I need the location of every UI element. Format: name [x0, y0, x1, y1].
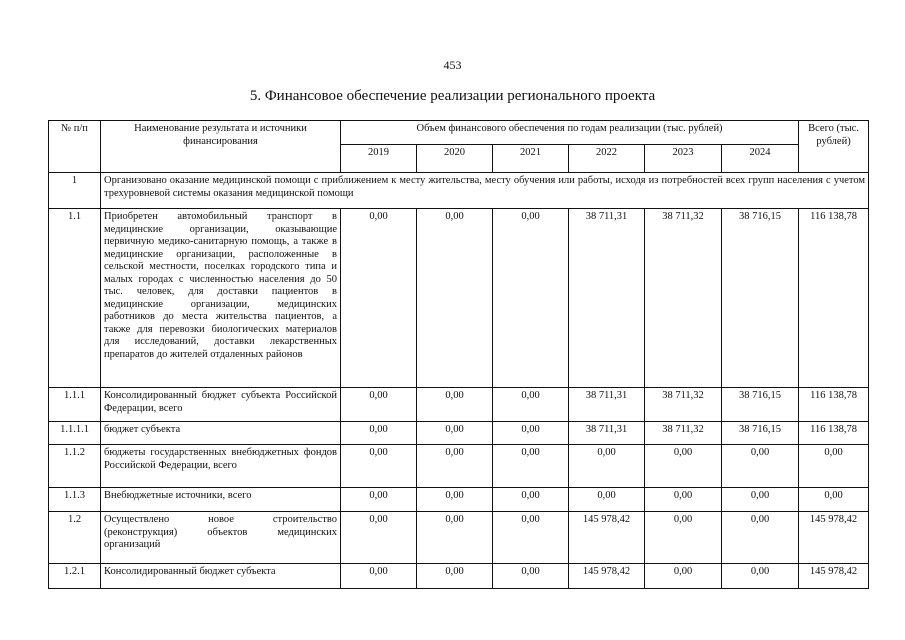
financing-table — [48, 120, 869, 589]
value-2024: 38 716,15 — [722, 388, 799, 422]
row-name: Осуществлено новое строительство (реконструкция) объектов медицинских организаций — [101, 512, 341, 564]
header-name: Наименование результата и источники финансирования — [101, 121, 341, 173]
value-2019: 0,00 — [341, 512, 417, 564]
value-2023: 0,00 — [645, 488, 722, 512]
value-2020: 0,00 — [417, 209, 493, 388]
value-2020: 0,00 — [417, 488, 493, 512]
value-2019: 0,00 — [341, 445, 417, 488]
row-number: 1.1.3 — [49, 488, 101, 512]
value-2023: 38 711,32 — [645, 422, 722, 445]
table-row — [49, 388, 869, 422]
row-name: Внебюджетные источники, всего — [101, 488, 341, 512]
value-2024: 0,00 — [722, 488, 799, 512]
value-2022: 0,00 — [569, 445, 645, 488]
value-2024: 0,00 — [722, 512, 799, 564]
value-2020: 0,00 — [417, 422, 493, 445]
section-text: Организовано оказание медицинской помощи с приближением к месту жительства, месту обучения или работы, исходя из потребностей всех групп населения с учетом трехуровневой системы оказания медицинской помощи — [101, 173, 869, 209]
value-2024: 38 716,15 — [722, 422, 799, 445]
value-2024: 38 716,15 — [722, 209, 799, 388]
value-2019: 0,00 — [341, 209, 417, 388]
value-total: 116 138,78 — [799, 209, 869, 388]
row-name: Консолидированный бюджет субъекта — [101, 564, 341, 589]
value-2023: 0,00 — [645, 445, 722, 488]
value-2021: 0,00 — [493, 564, 569, 589]
value-2021: 0,00 — [493, 445, 569, 488]
value-2021: 0,00 — [493, 422, 569, 445]
header-year: 2020 — [417, 145, 493, 173]
section-number: 1 — [49, 173, 101, 209]
value-2022: 38 711,31 — [569, 422, 645, 445]
row-name: бюджет субъекта — [101, 422, 341, 445]
header-total: Всего (тыс. рублей) — [799, 121, 869, 173]
value-2023: 0,00 — [645, 564, 722, 589]
value-2020: 0,00 — [417, 512, 493, 564]
value-2021: 0,00 — [493, 488, 569, 512]
row-number: 1.1.1.1 — [49, 422, 101, 445]
header-year: 2021 — [493, 145, 569, 173]
table-row — [49, 564, 869, 589]
value-2024: 0,00 — [722, 445, 799, 488]
value-2022: 145 978,42 — [569, 564, 645, 589]
value-total: 116 138,78 — [799, 422, 869, 445]
value-total: 145 978,42 — [799, 512, 869, 564]
header-year: 2024 — [722, 145, 799, 173]
value-2019: 0,00 — [341, 388, 417, 422]
value-2021: 0,00 — [493, 388, 569, 422]
value-total: 0,00 — [799, 445, 869, 488]
value-total: 116 138,78 — [799, 388, 869, 422]
table-row — [49, 209, 869, 388]
value-2022: 0,00 — [569, 488, 645, 512]
value-2021: 0,00 — [493, 512, 569, 564]
row-number: 1.2.1 — [49, 564, 101, 589]
value-2019: 0,00 — [341, 564, 417, 589]
page-number: 453 — [443, 58, 462, 72]
value-2019: 0,00 — [341, 488, 417, 512]
row-name: Приобретен автомобильный транспорт в медицинские организации, оказывающие первичную медико-санитарную помощь, а также в медицинские организации, расположенные в сельской местности, поселках городского типа и малых городах с численностью населения до 50 тыс. человек, для доставки пациентов в медицинские организации, медицинских работников до места жительства пациентов, а также для перевозки биологических материалов для исследований, доставки лекарственных препаратов до жителей отдаленных районов — [101, 209, 341, 388]
header-volume: Объем финансового обеспечения по годам реализации (тыс. рублей) — [341, 121, 799, 145]
value-2019: 0,00 — [341, 422, 417, 445]
value-2022: 38 711,31 — [569, 388, 645, 422]
header-year: 2023 — [645, 145, 722, 173]
value-2022: 38 711,31 — [569, 209, 645, 388]
value-2020: 0,00 — [417, 388, 493, 422]
row-number: 1.2 — [49, 512, 101, 564]
value-2023: 38 711,32 — [645, 388, 722, 422]
table-row — [49, 445, 869, 488]
row-number: 1.1 — [49, 209, 101, 388]
value-2023: 0,00 — [645, 512, 722, 564]
value-2021: 0,00 — [493, 209, 569, 388]
row-name: бюджеты государственных внебюджетных фондов Российской Федерации, всего — [101, 445, 341, 488]
value-2023: 38 711,32 — [645, 209, 722, 388]
row-number: 1.1.2 — [49, 445, 101, 488]
row-number: 1.1.1 — [49, 388, 101, 422]
value-total: 0,00 — [799, 488, 869, 512]
table-row — [49, 422, 869, 445]
value-2020: 0,00 — [417, 445, 493, 488]
row-name: Консолидированный бюджет субъекта Российской Федерации, всего — [101, 388, 341, 422]
section-row — [49, 173, 869, 209]
header-year: 2022 — [569, 145, 645, 173]
value-2020: 0,00 — [417, 564, 493, 589]
header-num: № п/п — [49, 121, 101, 173]
value-2024: 0,00 — [722, 564, 799, 589]
table-row — [49, 488, 869, 512]
table-row — [49, 512, 869, 564]
value-total: 145 978,42 — [799, 564, 869, 589]
value-2022: 145 978,42 — [569, 512, 645, 564]
page-title: 5. Финансовое обеспечение реализации регионального проекта — [249, 88, 656, 104]
header-year: 2019 — [341, 145, 417, 173]
